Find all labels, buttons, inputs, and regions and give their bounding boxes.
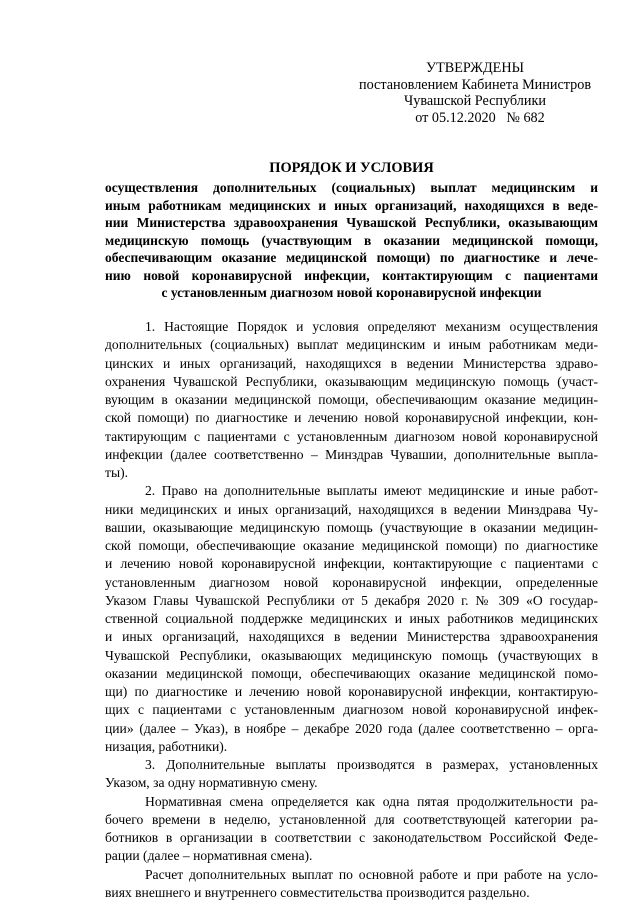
paragraph-2-line: ской помощи, обеспечивающие оказание медицинской помощи) по диагностике: [105, 538, 598, 553]
paragraph-1-line: охранения Чувашской Республики, оказывающим медицинскую помощь (участ-: [105, 373, 598, 389]
document-title-block: [105, 160, 598, 302]
approval-date-number: от 05.12.2020 № 682: [415, 109, 545, 126]
paragraph-2-line: оказании медицинской помощи, обеспечивающих оказание медицинской помо-: [105, 665, 598, 681]
paragraph-2-line: установленным диагнозом новой коронавирусной инфекции, определенные: [105, 574, 598, 590]
paragraph-4-line: Нормативная смена определяется как одна пятая продолжительности ра-: [145, 793, 598, 809]
subtitle-line: осуществления дополнительных (социальных) выплат медицинским и: [105, 180, 598, 195]
paragraph-2-line: ственной социальной поддержке медицинских и иных работников медицинских: [105, 611, 598, 626]
paragraph-2-line: и лечению новой коронавирусной инфекции, контактирующие с пациентами с: [105, 556, 598, 572]
paragraph-2-line: Указом Главы Чувашской Республики от 5 декабря 2020 г. № 309 «О государ-: [105, 592, 598, 608]
paragraph-5-line: Расчет дополнительных выплат по основной работе и при работе на усло-: [145, 866, 598, 882]
subtitle-line: с установленным диагнозом новой коронавирусной инфекции: [161, 285, 542, 300]
subtitle-line: обеспечивающим оказание медицинской помощи) по диагностике и лече-: [105, 250, 598, 265]
subtitle-line: медицинскую помощь (участвующим в оказании медицинской помощи,: [105, 232, 598, 248]
document-title: ПОРЯДОК И УСЛОВИЯ: [269, 160, 434, 176]
paragraph-1-line: 1. Настоящие Порядок и условия определяют механизм осуществления: [145, 319, 598, 334]
approval-authority: постановлением Кабинета Министров: [358, 76, 592, 93]
subtitle-line: нии Министерства здравоохранения Чувашской Республики, оказывающим: [105, 215, 598, 230]
subtitle-line: нию новой коронавирусной инфекции, контактирующим с пациентами: [105, 267, 598, 283]
paragraph-3-line: 3. Дополнительные выплаты производятся в размерах, установленных: [145, 757, 598, 772]
paragraph-1-line: ты).: [105, 465, 128, 480]
paragraph-2-line: вашии, оказывающие медицинскую помощь (участвующие в оказании медицин-: [105, 519, 598, 535]
approval-stamp: [350, 60, 600, 126]
paragraph-2-line: щих с пациентами с установленным диагнозом новой коронавирусной инфек-: [105, 702, 598, 718]
paragraph-3-line: Указом, за одну нормативную смену.: [105, 775, 318, 791]
paragraph-2-line: щи) по диагностике и лечению новой коронавирусной инфекции, контактирую-: [105, 684, 598, 699]
approval-region: Чувашской Республики: [404, 93, 546, 109]
paragraph-2-line: Чувашской Республики, оказывающих медицинскую помощь (участвующих в: [105, 647, 598, 663]
paragraph-1-line: ской помощи) по диагностике и лечению новой коронавирусной инфекции, кон-: [105, 410, 598, 426]
document-subtitle: [105, 179, 598, 302]
document-body: [105, 318, 598, 902]
paragraph-4-line: рации (далее – нормативная смена).: [105, 848, 313, 864]
paragraph-4-line: ботников в организации в соответствии с законодательством Российской Феде-: [105, 830, 598, 845]
paragraph-1-line: инфекции (далее соответственно – Минздрав Чувашии, дополнительные выпла-: [105, 446, 598, 462]
paragraph-5-line: виях внешнего и внутреннего совместительства производится раздельно.: [105, 884, 530, 900]
paragraph-2-line: 2. Право на дополнительные выплаты имеют медицинские и иные работ-: [145, 483, 598, 499]
approval-heading: УТВЕРЖДЕНЫ: [426, 60, 524, 76]
paragraph-1-line: вующим в оказании медицинской помощи, обеспечивающим оказание медицин-: [105, 392, 598, 407]
paragraph-2-line: ции» (далее – Указ), в ноябре – декабре 2020 года (далее соответственно – орга-: [105, 720, 598, 736]
paragraph-2-line: ники медицинских и иных организаций, находящихся в ведении Минздрава Чу-: [105, 501, 598, 517]
paragraph-2-line: низация, работники).: [105, 738, 228, 754]
paragraph-1-line: цинских и иных организаций, находящихся в ведении Министерства здраво-: [105, 355, 598, 371]
paragraph-4-line: бочего времени в неделю, установленной для соответствующей категории ра-: [105, 811, 598, 827]
subtitle-line: иным работникам медицинских и иных организаций, находящихся в веде-: [105, 197, 598, 213]
paragraph-1-line: тактирующим с пациентами с установленным диагнозом новой коронавирусной: [105, 428, 598, 444]
paragraph-1-line: дополнительных (социальных) выплат медицинским и иным работникам меди-: [105, 337, 598, 353]
paragraph-2-line: и иных организаций, находящихся в ведении Министерства здравоохранения: [105, 629, 598, 645]
